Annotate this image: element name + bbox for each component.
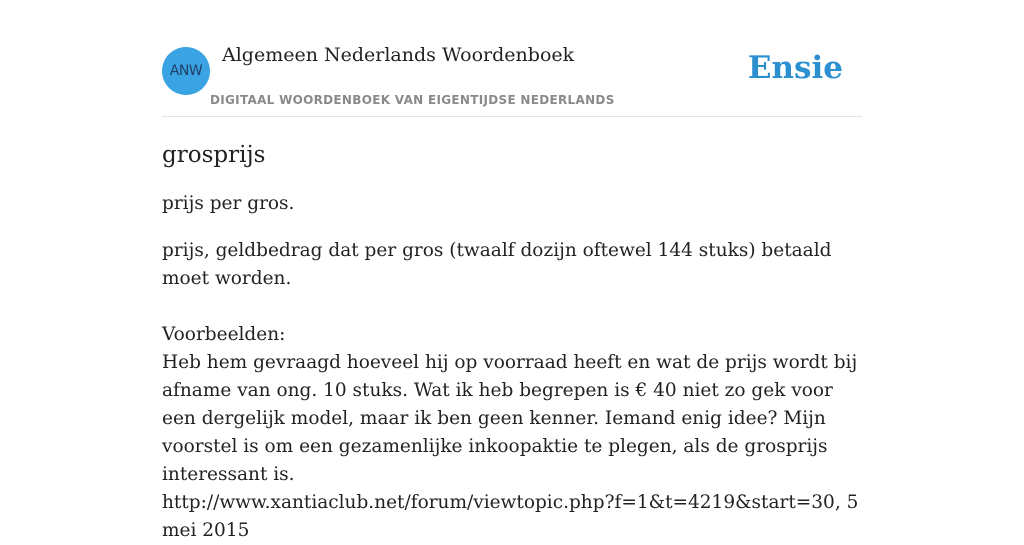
examples-label: Voorbeelden: (162, 324, 286, 345)
definition: prijs, geldbedrag dat per gros (twaalf dozijn oftewel 144 stuks) betaald moet worden. (162, 240, 832, 289)
site-subtitle: DIGITAAL WOORDENBOEK VAN EIGENTIJDSE NEDERLANDS (210, 93, 615, 107)
ensie-brand-link[interactable]: Ensie (747, 50, 843, 86)
example-text: Heb hem gevraagd hoeveel hij op voorraad heeft en wat de prijs wordt bij afname van ong. 10 stuks. Wat ik heb begrepen is € 40 niet zo gek voor een dergelijk model, maar ik ben geen kenner. Iemand enig idee? Mijn voorstel is om een gezamenlijke inkoopaktie te plegen, als de grosprijs interessant is. (162, 352, 858, 485)
site-title[interactable]: Algemeen Nederlands Woordenboek (222, 44, 575, 66)
short-definition: prijs per gros. (162, 193, 295, 214)
anw-logo[interactable]: ANW (162, 47, 210, 95)
site-header (162, 0, 862, 117)
example-source-link[interactable]: http://www.xantiaclub.net/forum/viewtopic.php?f=1&t=4219&start=30, 5 mei 2015 (162, 492, 859, 541)
entry-content (162, 138, 862, 545)
headword: grosprijs (162, 142, 266, 168)
